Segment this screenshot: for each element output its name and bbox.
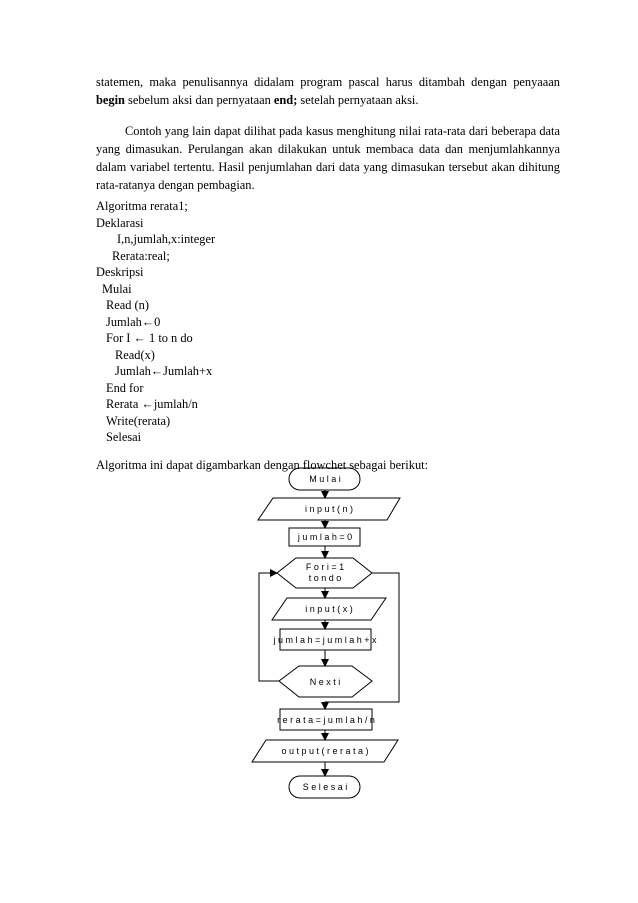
- keyword-end: end;: [273, 93, 298, 107]
- next-hexagon: [279, 666, 372, 697]
- input-x-label: i n p u t ( x ): [305, 604, 353, 614]
- paragraph-1-line-1: statemen, maka penulisannya didalam program pascal harus ditambah dengan penyaaan: [96, 75, 560, 89]
- end-terminator: [289, 776, 360, 798]
- algorithm-line: Write(rerata): [106, 414, 171, 428]
- output-label: o u t p u t ( r e r a t a ): [281, 746, 369, 756]
- algorithm-line: Jumlah←Jumlah+x: [115, 364, 213, 378]
- init-process: [289, 528, 360, 546]
- paragraph-1-line-2: [96, 92, 418, 108]
- keyword-begin: begin: [96, 93, 125, 107]
- algorithm-line: For I ← 1 to n do: [106, 331, 193, 345]
- flowchart-intro: Algoritma ini dapat digambarkan dengan flowchet sebagai berikut:: [96, 458, 429, 472]
- algorithm-line: Rerata:real;: [112, 249, 170, 263]
- loop-decision: [277, 558, 372, 588]
- input-n-parallelogram: [258, 498, 400, 520]
- algorithm-line: Selesai: [106, 430, 142, 444]
- input-n-label: i n p u t ( n ): [304, 504, 354, 514]
- algorithm-line: I,n,jumlah,x:integer: [117, 232, 216, 246]
- input-x-parallelogram: [272, 598, 386, 620]
- start-label: M u l a i: [309, 474, 341, 484]
- algorithm-line: End for: [106, 381, 144, 395]
- algorithm-line: Algoritma rerata1;: [96, 199, 188, 213]
- init-label: j u m l a h = 0: [297, 532, 353, 542]
- algorithm-line: Deklarasi: [96, 216, 144, 230]
- algorithm-line: Rerata ←jumlah/n: [106, 397, 198, 411]
- algorithm-line: Jumlah←0: [106, 315, 161, 329]
- loop-exit-connector: [325, 573, 399, 709]
- algorithm-line: Read(x): [115, 348, 155, 362]
- output-parallelogram: [252, 740, 398, 762]
- algorithm-line: Read (n): [106, 298, 150, 312]
- algorithm-line: Mulai: [102, 282, 132, 296]
- algorithm-line: Deskripsi: [96, 265, 144, 279]
- compute-process: [280, 709, 372, 730]
- paragraph-1-end: setelah pernyataan aksi.: [297, 93, 419, 107]
- accumulate-process: [280, 629, 371, 650]
- compute-label: r e r a t a = j u m l a h / n: [277, 715, 375, 725]
- loop-back-connector: [259, 573, 279, 681]
- loop-label-1: F o r i = 1: [305, 562, 345, 572]
- accumulate-label: j u m l a h = j u m l a h + x: [273, 635, 377, 645]
- paragraph-2: Contoh yang lain dapat dilihat pada kasus menghitung nilai rata-rata dari beberapa data yang dimasukan. Perulangan akan dilakukan untuk membaca data dan menjumlahkannya dalam variabel tertentu. Hasil penjumlahan dari data yang dimasukan tersebut akan dihitung rata-ratanya dengan pembagian.: [96, 124, 560, 192]
- end-label: S e l e s a i: [302, 782, 348, 792]
- next-label: N e x t i: [309, 677, 341, 687]
- loop-label-2: t o n d o: [308, 573, 342, 583]
- paragraph-1-mid: sebelum aksi dan pernyataan: [124, 93, 274, 107]
